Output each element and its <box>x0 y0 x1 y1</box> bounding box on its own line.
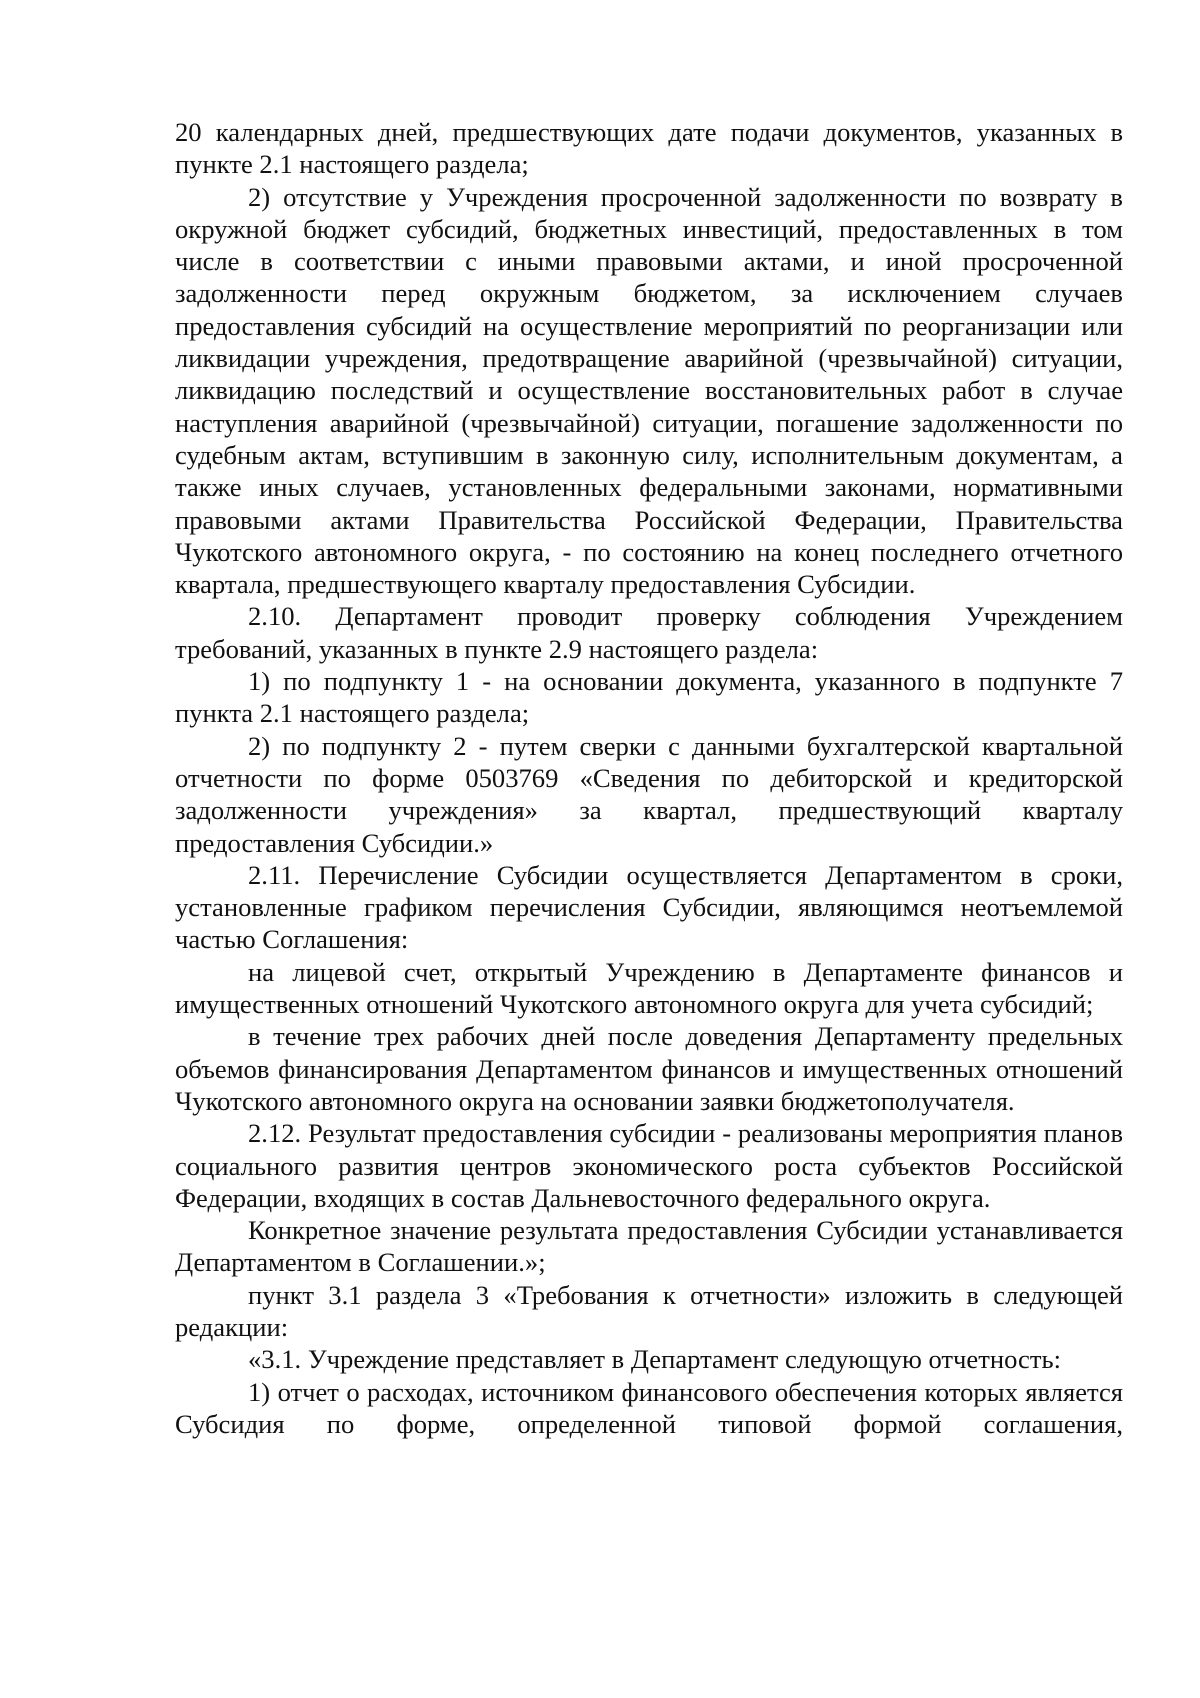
paragraph-6: 2.11. Перечисление Субсидии осуществляется Департаментом в сроки, установленные графиком перечисления Субсидии, являющимся неотъемлемой частью Соглашения: <box>175 859 1123 955</box>
paragraph-9: 2.12. Результат предоставления субсидии - реализованы мероприятия планов социального развития центров экономического роста субъектов Российской Федерации, входящих в состав Дальневосточного федерального округа. <box>175 1118 1123 1213</box>
paragraph-7: на лицевой счет, открытый Учреждению в Департаменте финансов и имущественных отношений Чукотского автономного округа для учета субсидий; <box>175 956 1123 1020</box>
paragraph-3: 2.10. Департамент проводит проверку соблюдения Учреждением требований, указанных в пункте 2.9 настоящего раздела: <box>175 601 1123 664</box>
paragraph-11: пункт 3.1 раздела 3 «Требования к отчетности» изложить в следующей редакции: <box>175 1279 1123 1342</box>
paragraph-13: 1) отчет о расходах, источником финансового обеспечения которых является Субсидия по форме, определенной типовой формой соглашения, <box>175 1376 1123 1439</box>
paragraph-12: «3.1. Учреждение представляет в Департамент следующую отчетность: <box>248 1344 1061 1375</box>
paragraph-4: 1) по подпункту 1 - на основании документа, указанного в подпункте 7 пункта 2.1 настоящего раздела; <box>175 666 1123 729</box>
paragraph-2: 2) отсутствие у Учреждения просроченной задолженности по возврату в окружной бюджет субсидий, бюджетных инвестиций, предоставленных в том числе в соответствии с иными правовыми актами, и иной просроченной задолженности перед окружным бюджетом, за исключением случаев предоставления субсидий на осуществление мероприятий по реорганизации или ликвидации учреждения, предотвращение аварийной (чрезвычайной) ситуации, ликвидацию последствий и осуществление восстановительных работ в случае наступления аварийной (чрезвычайной) ситуации, погашение задолженности по судебным актам, вступившим в законную силу, исполнительным документам, а также иных случаев, установленных федеральными законами, нормативными правовыми актами Правительства Российской Федерации, Правительства Чукотского автономного округа, - по состоянию на конец последнего отчетного квартала, предшествующего кварталу предоставления Субсидии. <box>175 181 1123 600</box>
paragraph-5: 2) по подпункту 2 - путем сверки с данными бухгалтерской квартальной отчетности по форме 0503769 «Сведения по дебиторской и кредиторской задолженности учреждения» за квартал, предшествующий кварталу предоставления Субсидии.» <box>175 730 1123 858</box>
paragraph-1: 20 календарных дней, предшествующих дате подачи документов, указанных в пункте 2.1 настоящего раздела; <box>175 117 1123 180</box>
paragraph-8: в течение трех рабочих дней после доведения Департаменту предельных объемов финансирования Департаментом финансов и имущественных отношений Чукотского автономного округа на основании заявки бюджетополучателя. <box>175 1021 1123 1116</box>
document-page <box>175 116 1123 1440</box>
paragraph-10: Конкретное значение результата предоставления Субсидии устанавливается Департаментом в Соглашении.»; <box>175 1215 1123 1278</box>
